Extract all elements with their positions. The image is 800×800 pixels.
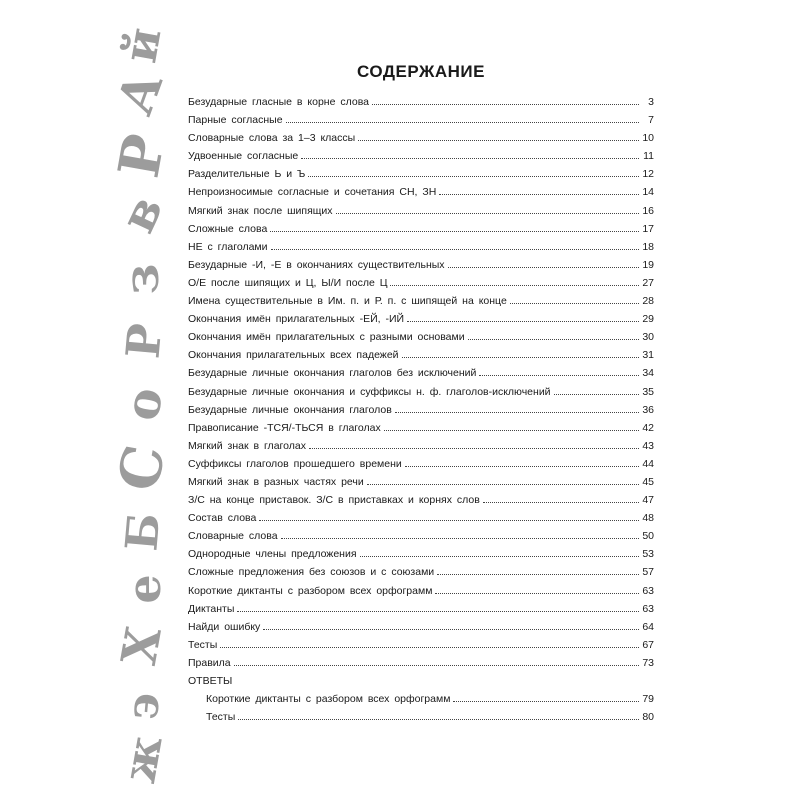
decorative-letter: Р (115, 321, 173, 361)
toc-entry-label: Словарные слова (188, 530, 278, 543)
dot-leader (554, 386, 639, 395)
toc-entry-page: 47 (642, 494, 654, 507)
toc-entry[interactable] (188, 259, 654, 277)
decorative-letter: о (113, 383, 175, 425)
toc-entry-label: Суффиксы глаголов прошедшего времени (188, 457, 402, 470)
dot-leader (437, 566, 639, 575)
dot-leader (395, 404, 639, 413)
toc-entry-label: Тесты (188, 638, 218, 651)
toc-entry-label: НЕ с глаголами (188, 240, 268, 253)
toc-entry-page: 11 (643, 150, 654, 163)
toc-entry-label: Короткие диктанты с разбором всех орфограмм (188, 584, 433, 597)
toc-entry[interactable] (188, 186, 654, 204)
toc-entry-page: 12 (642, 168, 654, 181)
toc-entry-label: Парные согласные (188, 114, 283, 127)
toc-entry-label: Словарные слова за 1–3 классы (188, 132, 356, 145)
dot-leader (372, 96, 639, 105)
toc-entry[interactable] (188, 295, 654, 313)
toc-entry-label: Правописание -ТСЯ/-ТЬСЯ в глаголах (188, 421, 381, 434)
toc-entry[interactable] (188, 241, 654, 259)
toc-entry-label: Правила (188, 656, 231, 669)
decorative-letter: з (114, 263, 170, 295)
toc-entry[interactable] (188, 639, 654, 657)
toc-entry-page: 3 (648, 96, 654, 108)
toc-entry[interactable] (188, 349, 654, 367)
decorative-letter: й (112, 23, 172, 67)
toc-entry[interactable] (188, 168, 654, 186)
toc-entry-page: 48 (642, 512, 654, 525)
toc-entry-page: 80 (642, 711, 654, 724)
toc-entry-page: 17 (642, 222, 654, 235)
dot-leader (405, 458, 639, 467)
toc-entry-page: 43 (642, 439, 654, 452)
dot-leader (407, 313, 639, 322)
answers-heading-row (188, 675, 654, 693)
toc-entry-page: 10 (642, 132, 654, 145)
toc-entry-page: 45 (642, 475, 654, 488)
dot-leader (358, 132, 639, 141)
toc-entry-page: 36 (642, 403, 654, 416)
toc-entry-page: 73 (642, 656, 654, 669)
toc-entry-page: 30 (642, 331, 654, 344)
toc-entry[interactable] (188, 548, 654, 566)
toc-entry-label: Удвоенные согласные (188, 150, 299, 163)
toc-entry-page: 27 (642, 276, 654, 289)
dot-leader (234, 657, 639, 666)
toc-entry[interactable] (188, 530, 654, 548)
dot-leader (259, 512, 639, 521)
toc-entry-page: 18 (642, 240, 654, 253)
decorative-letter: С (105, 440, 179, 496)
decorative-letter: в (109, 187, 175, 241)
dot-leader (468, 331, 639, 340)
decorative-letter: Х (111, 622, 173, 670)
toc-entry[interactable] (188, 404, 654, 422)
toc-entry[interactable] (188, 603, 654, 621)
toc-entry-label: Разделительные Ь и Ъ (188, 168, 306, 181)
dot-leader (263, 621, 639, 630)
toc-entry-label: Окончания имён прилагательных -ЕЙ, -ИЙ (188, 313, 405, 326)
toc-entry[interactable] (188, 96, 654, 114)
toc-entry[interactable] (188, 114, 654, 132)
toc-answer-entry[interactable] (188, 693, 654, 711)
toc-entry-label: Мягкий знак после шипящих (188, 204, 333, 217)
toc-entry[interactable] (188, 132, 654, 150)
decorative-letter: е (117, 574, 171, 604)
dot-leader (336, 205, 639, 214)
toc-entry[interactable] (188, 512, 654, 530)
toc-entry-label: З/С на конце приставок. З/С в приставках и корнях слов (188, 494, 480, 507)
dot-leader (281, 530, 639, 539)
toc-entry-page: 79 (642, 693, 654, 706)
page-title: СОДЕРЖАНИЕ (357, 62, 485, 81)
toc-entry[interactable] (188, 277, 654, 295)
dot-leader (439, 186, 639, 195)
toc-entry[interactable] (188, 386, 654, 404)
toc-entry-label: Имена существительные в Им. п. и Р. п. с шипящей на конце (188, 295, 507, 308)
dot-leader (479, 367, 639, 376)
table-of-contents (188, 96, 654, 729)
dot-leader (360, 548, 639, 557)
toc-entry-page: 28 (642, 295, 654, 308)
toc-entry-page: 64 (642, 620, 654, 633)
toc-entry-label: Окончания прилагательных всех падежей (188, 349, 399, 362)
dot-leader (308, 168, 639, 177)
dot-leader (309, 440, 639, 449)
dot-leader (270, 223, 639, 232)
toc-entry-page: 67 (642, 638, 654, 651)
toc-entry-page: 50 (642, 530, 654, 543)
decorative-letter-column (0, 0, 180, 800)
toc-entry-page: 29 (642, 313, 654, 326)
decorative-letter: А (104, 63, 175, 123)
dot-leader (237, 603, 639, 612)
toc-entry[interactable] (188, 440, 654, 458)
toc-entry-label: Сложные слова (188, 222, 268, 235)
toc-entry-page: 14 (642, 186, 654, 199)
answers-heading: ОТВЕТЫ (188, 675, 233, 687)
toc-entry-page: 31 (642, 349, 654, 362)
toc-entry[interactable] (188, 566, 654, 584)
toc-entry[interactable] (188, 313, 654, 331)
toc-entry-label: Непроизносимые согласные и сочетания СН, ЗН (188, 186, 437, 199)
toc-entry-label: Безударные гласные в корне слова (188, 96, 369, 108)
toc-entry[interactable] (188, 476, 654, 494)
toc-answer-entry[interactable] (188, 711, 654, 729)
dot-leader (220, 639, 639, 648)
dot-leader (238, 711, 639, 720)
toc-entry-page: 53 (642, 548, 654, 561)
toc-entry-label: О/Е после шипящих и Ц, Ы/И после Ц (188, 276, 388, 289)
decorative-letter: Б (116, 511, 171, 553)
toc-entry-label: Окончания имён прилагательных с разными основами (188, 331, 465, 344)
toc-entry[interactable] (188, 223, 654, 241)
toc-entry-page: 63 (642, 584, 654, 597)
toc-entry[interactable] (188, 367, 654, 385)
toc-entry-label: Безударные личные окончания глаголов (188, 403, 392, 416)
dot-leader (435, 585, 639, 594)
toc-entry[interactable] (188, 657, 654, 675)
dot-leader (453, 693, 639, 702)
dot-leader (390, 277, 639, 286)
toc-entry-page: 42 (642, 421, 654, 434)
toc-entry-label: Безударные личные окончания глаголов без исключений (188, 367, 477, 380)
dot-leader (483, 494, 639, 503)
dot-leader (510, 295, 639, 304)
decorative-letter: Р (105, 129, 179, 183)
toc-entry-label: Однородные члены предложения (188, 548, 357, 561)
toc-entry[interactable] (188, 494, 654, 512)
toc-entry[interactable] (188, 150, 654, 168)
toc-entry-label: Безударные -И, -Е в окончаниях существительных (188, 258, 445, 271)
toc-entry[interactable] (188, 621, 654, 639)
toc-entry-page: 57 (642, 566, 654, 579)
toc-entry-page: 16 (642, 204, 654, 217)
dot-leader (286, 114, 639, 123)
dot-leader (367, 476, 639, 485)
toc-entry[interactable] (188, 458, 654, 476)
toc-entry-page: 7 (648, 114, 654, 127)
toc-entry-label: Короткие диктанты с разбором всех орфограмм (206, 693, 451, 706)
toc-entry-label: Безударные личные окончания и суффиксы н. ф. глаголов-исключений (188, 385, 551, 398)
toc-entry-label: Найди ошибку (188, 620, 261, 633)
toc-entry-label: Мягкий знак в разных частях речи (188, 475, 364, 488)
decorative-letter: э (116, 690, 171, 722)
dot-leader (402, 349, 639, 358)
toc-entry[interactable] (188, 331, 654, 349)
dot-leader (384, 422, 639, 431)
toc-entry-page: 63 (642, 602, 654, 615)
toc-entry-page: 19 (642, 258, 654, 271)
dot-leader (301, 150, 639, 159)
toc-entry[interactable] (188, 585, 654, 603)
toc-entry[interactable] (188, 205, 654, 223)
toc-entry-label: Диктанты (188, 602, 235, 615)
toc-entry-page: 35 (642, 385, 654, 398)
toc-entry-label: Сложные предложения без союзов и с союзами (188, 566, 435, 579)
toc-entry-page: 34 (642, 367, 654, 380)
dot-leader (448, 259, 639, 268)
dot-leader (271, 241, 640, 250)
toc-entry-label: Тесты (206, 711, 236, 724)
toc-entry[interactable] (188, 422, 654, 440)
toc-entry-label: Состав слова (188, 512, 257, 525)
decorative-letter: ж (111, 731, 173, 787)
toc-entry-label: Мягкий знак в глаголах (188, 439, 306, 452)
toc-entry-page: 44 (642, 457, 654, 470)
